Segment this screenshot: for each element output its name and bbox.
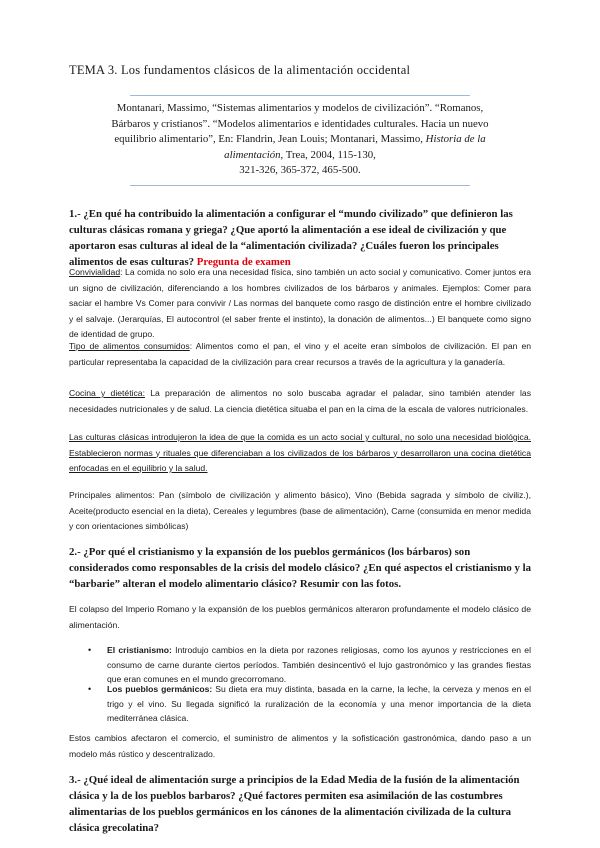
question-2: 2.- ¿Por qué el cristianismo y la expansión de los pueblos germánicos (los bárbaros) son considerados como responsables de la crisis del modelo clásico? ¿En qué aspectos el cristianismo y la “barbarie” alteran el modelo alimentario clásico? Resumir con las fotos. [69,546,531,590]
bullet-text: Su dieta era muy distinta, basada en la carne, la leche, la cerveza y menos en el trigo y el vino. Su llegada significó la ruralización de la economía y una menor importancia de la dieta mediterránea clásica. [107,684,531,723]
citation-pages: 321-326, 365-372, 465-500. [239,164,361,176]
bullet-label: Los pueblos germánicos: [107,684,213,694]
answer-1-cocina [69,386,531,417]
question-1 [69,206,531,270]
bullet-icon: • [88,684,92,694]
answer-2-intro: El colapso del Imperio Romano y la expansión de los pueblos germánicos alteraron profundamente el modelo clásico de alimentación. [69,604,531,630]
answer-1-summary: Las culturas clásicas introdujeron la idea de que la comida es un acto social y cultural, no solo una necesidad biológica. Establecieron normas y rituales que diferenciaban a los civilizados de los bárbaros y desarrollaron una cocina dietética enfocadas en el equilibrio y la salud. [69,432,531,473]
cocina-label: Cocina y dietética: [69,388,145,398]
tipos-label: Tipo de alimentos consumidos [69,341,190,351]
citation-authors: Montanari, Massimo, “Sistemas alimentarios y modelos de civilización”. “Romanos, Bárbaros y cristianos”. “Modelos alimentarios e identidades culturales. Hacia un nuevo equilibrio alimentario”, En: Flandrin, Jean Louis; Montanari, Massimo, [111,102,489,145]
exam-question-tag: Pregunta de examen [196,256,291,268]
citation-publisher: , Trea, 2004, 115-130, [280,148,376,161]
divider-bottom [130,185,470,186]
citation-book-title: Historia de la alimentación [224,133,486,161]
answer-2-conclusion: Estos cambios afectaron el comercio, el suministro de alimentos y la sofisticación gastronómica, dando paso a un modelo más rústico y descentralizado. [69,733,531,759]
bullet-text: Introdujo cambios en la dieta por razones religiosas, como los ayunos y restricciones en el consumo de carne durante ciertos períodos. También desincentivó el lujo gastronómico y las grandes fiestas que eran comunes en el mundo grecorromano. [107,645,531,684]
question-1-text: 1.- ¿En qué ha contribuido la alimentación a configurar el “mundo civilizado” que definieron las culturas clásicas romana y griega? ¿Que aportó la alimentación a ese ideal de civilización y que aportaron esas culturas al ideal de la “alimentación civilizada? ¿Cuáles fueron los principales alimentos de esas culturas? [69,208,513,268]
list-item [88,643,531,687]
bullet-icon: • [88,645,92,655]
divider-top [130,95,470,96]
question-3: 3.- ¿Qué ideal de alimentación surge a principios de la Edad Media de la fusión de la alimentación clásica y la de los pueblos barbaros? ¿Qué factores permiten esa asimilación de las costumbres alimentarias de los pueblos germánicos en los cánones de la alimentación civilizada de la cultura clásica grecolatina? [69,774,520,834]
convivialidad-text: : La comida no solo era una necesidad física, sino también un acto social y comunicativo. Comer juntos era un signo de civilización, diferenciando a los hombres civilizados de los bárbaros y animales. Ejemplos: Comer para saciar el hambre Vs Comer para convivir / Las normas del banquete como rasgo de distinción entre el hombre civilizado y el salvaje. (Jerarquías, El autocontrol (el saber frente el instinto), la donación de alimentos...) El banquete como signo de identidad de grupo. [69,267,531,339]
answer-1-tipos [69,339,531,370]
list-item [88,682,531,726]
document-title: TEMA 3. Los fundamentos clásicos de la alimentación occidental [69,63,411,77]
cocina-text: La preparación de alimentos no solo buscaba agradar el paladar, sino también atender las necesidades nutricionales y de salud. La ciencia dietética situaba el pan en la cima de la escala de valores nutricionales. [69,388,532,414]
bullet-label: El cristianismo: [107,645,172,655]
tipos-text: : Alimentos como el pan, el vino y el aceite eran símbolos de civilización. El pan en particular representaba la capacidad de la civilización para crear recursos a través de la agricultura y la ganadería. [69,341,531,367]
bibliographic-citation [100,101,500,179]
convivialidad-label: Convivialidad [69,267,121,277]
answer-1-main-foods: Principales alimentos: Pan (símbolo de civilización y alimento básico), Vino (Bebida sagrada y símbolo de civiliz.), Aceite(producto esencial en la dieta), Cereales y legumbres (base de alimentación), Carne (consumida en menor medida y con orientaciones simbólicas) [69,490,531,531]
answer-1-convivialidad [69,265,531,343]
